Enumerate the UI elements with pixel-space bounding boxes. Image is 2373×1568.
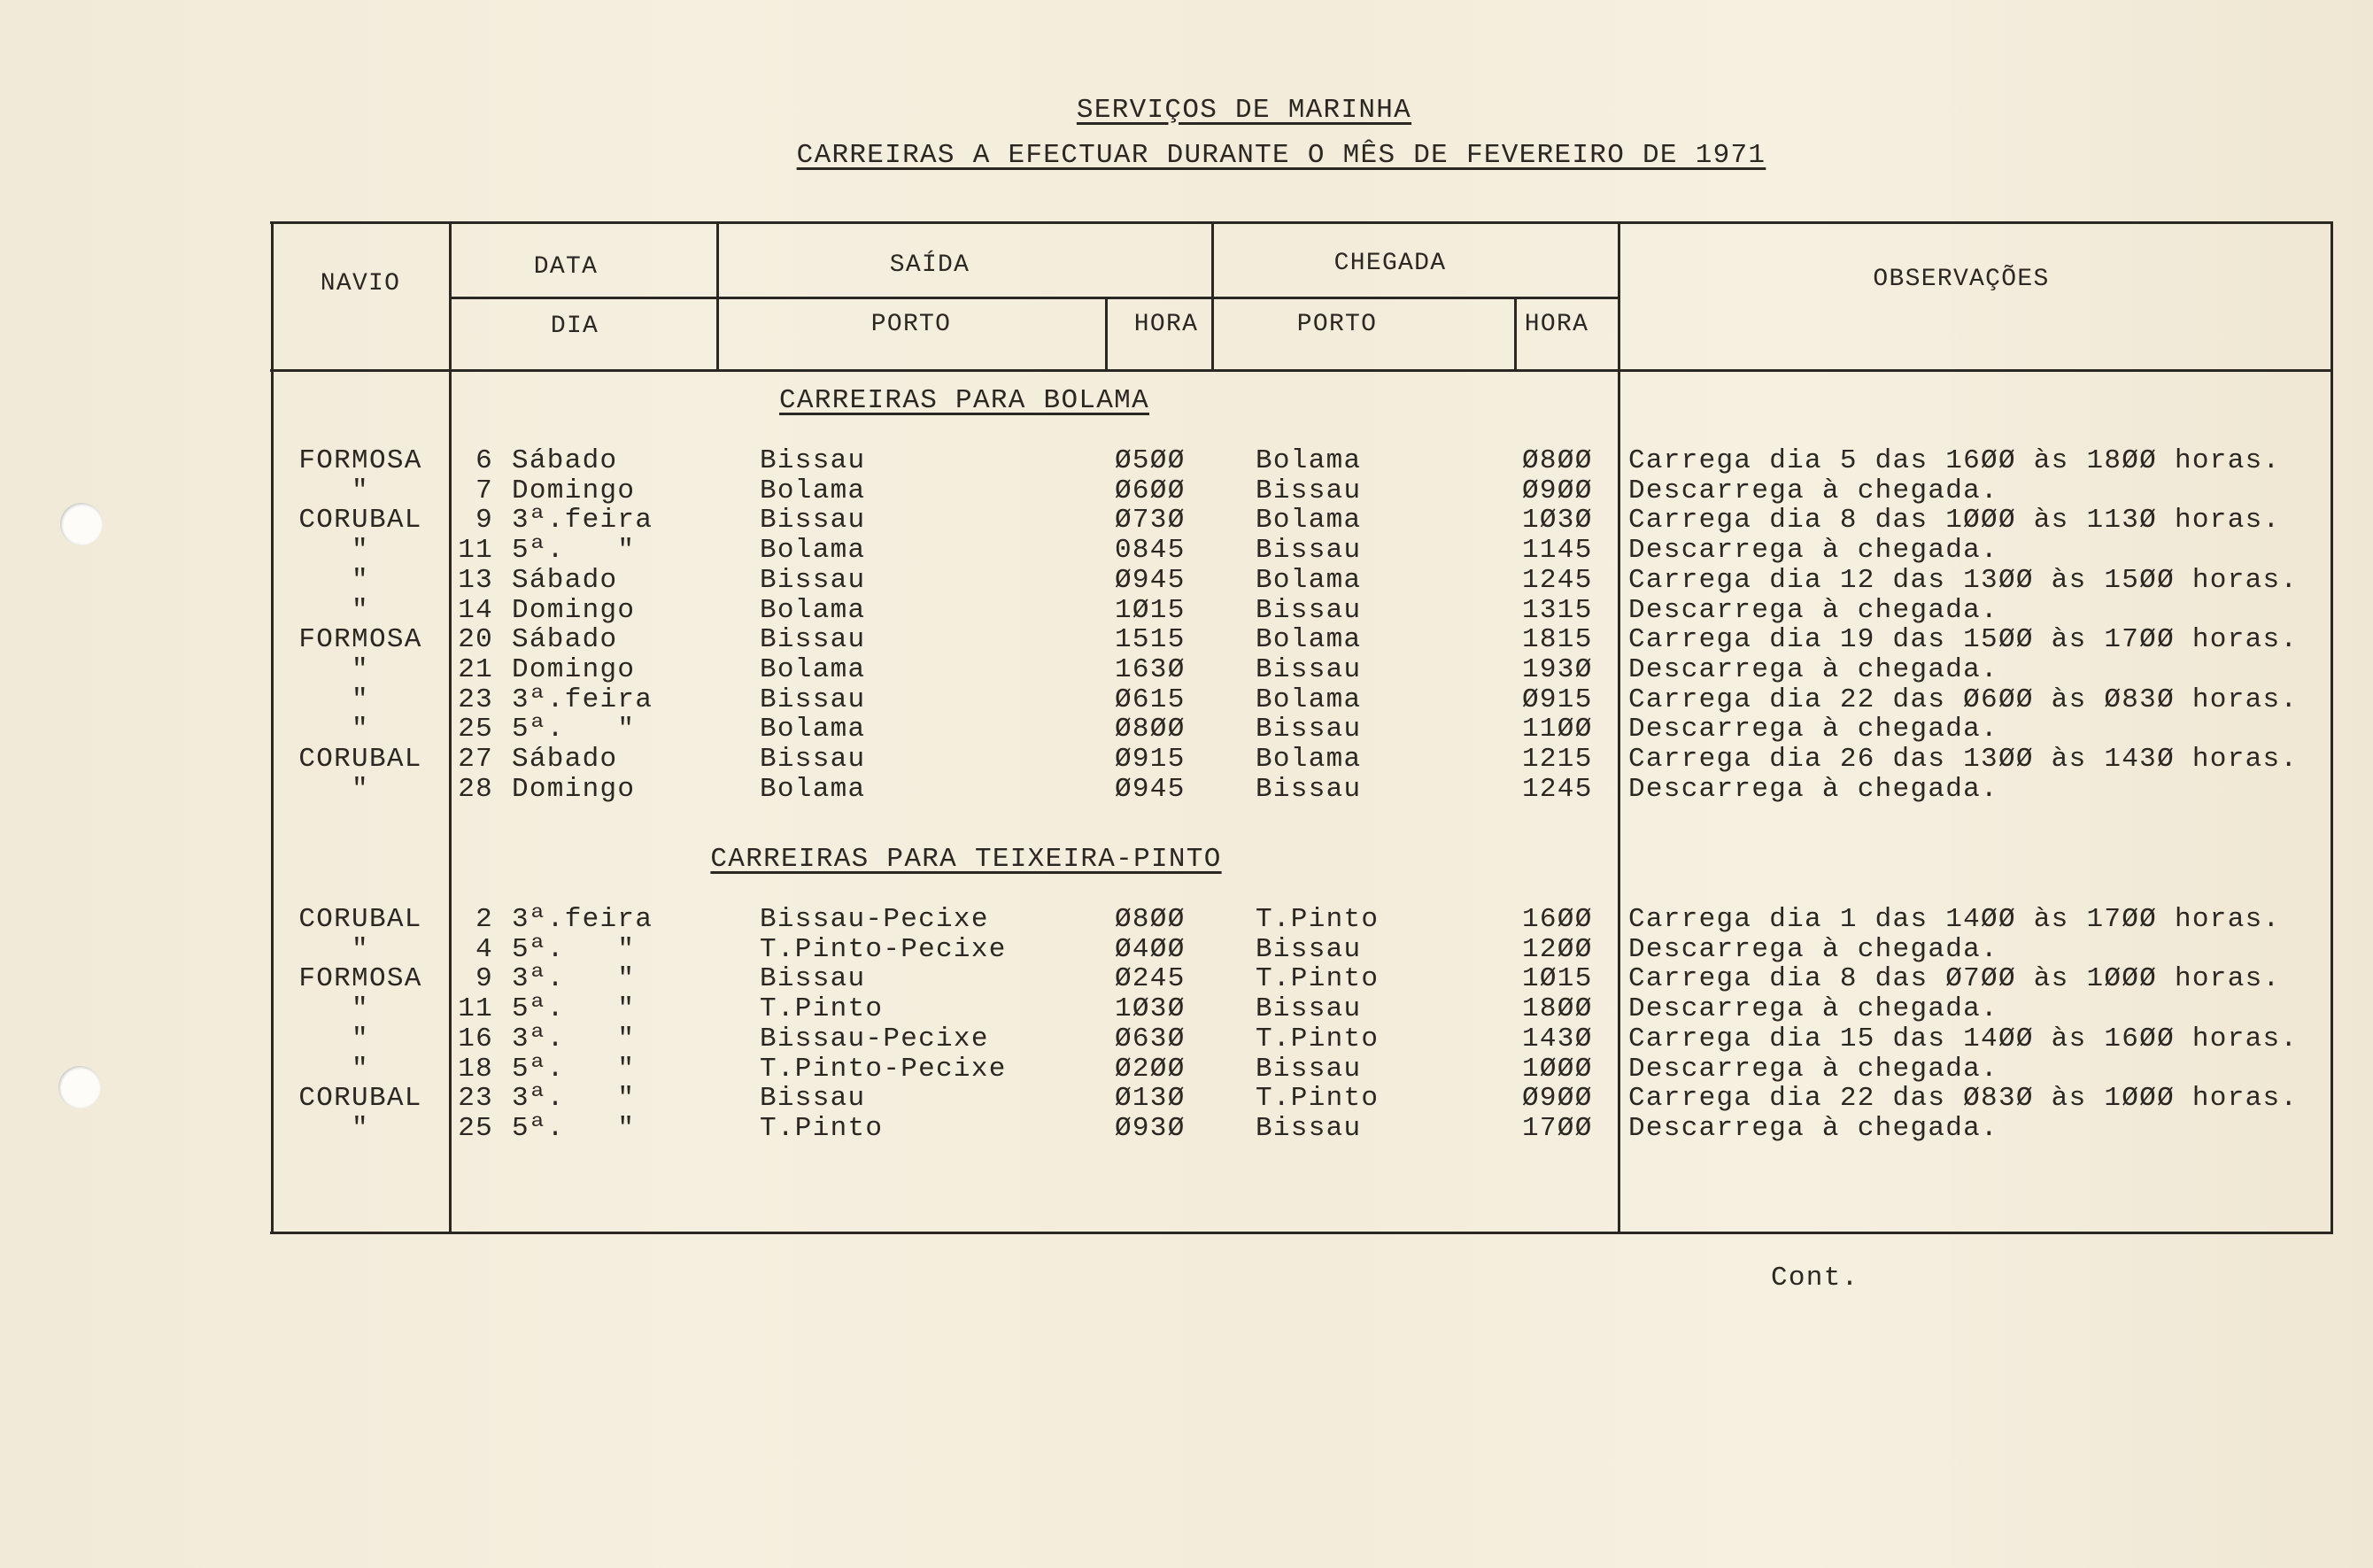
arrival-time: 193Ø [1522, 653, 1593, 685]
day-number: 7 [475, 475, 493, 506]
ship-name: " [352, 653, 369, 685]
header-navio: NAVIO [320, 270, 401, 297]
ship-name: " [352, 933, 369, 965]
departure-time: Ø2ØØ [1115, 1053, 1186, 1085]
departure-time: Ø4ØØ [1115, 933, 1186, 965]
day-number: 16 [458, 1023, 493, 1054]
header-chegada: CHEGADA [1333, 250, 1447, 277]
day-number: 2 [475, 904, 493, 935]
arrival-time: 143Ø [1522, 1023, 1593, 1054]
section-title-teixeira-pinto: CARREIRAS PARA TEIXEIRA-PINTO [710, 844, 1222, 875]
day-number: 28 [458, 773, 493, 805]
arrival-port: Bissau [1256, 773, 1362, 805]
departure-port: Bolama [760, 594, 866, 626]
arrival-port: Bolama [1256, 505, 1362, 537]
departure-time: Ø73Ø [1115, 505, 1186, 537]
header-divider [450, 297, 1619, 299]
observation: Carrega dia 1 das 14ØØ às 17ØØ horas. [1628, 904, 2281, 935]
weekday: 5ª. " [512, 1053, 636, 1085]
col-divider-obs [1618, 221, 1620, 1234]
arrival-time: 18ØØ [1522, 993, 1593, 1025]
header-bottom-border [270, 369, 2333, 372]
day-number: 11 [458, 993, 493, 1025]
weekday: Sábado [512, 744, 618, 775]
day-number: 9 [475, 505, 493, 537]
ship-name: " [352, 1112, 369, 1144]
arrival-port: Bissau [1256, 1053, 1362, 1085]
arrival-time: Ø915 [1522, 684, 1593, 715]
departure-port: Bissau [760, 505, 866, 537]
ship-name: CORUBAL [298, 505, 422, 537]
arrival-port: Bissau [1256, 594, 1362, 626]
arrival-time: 1815 [1522, 624, 1593, 656]
col-divider-navio [449, 221, 452, 1234]
observation: Descarrega à chegada. [1628, 1112, 1998, 1144]
day-number: 21 [458, 653, 493, 685]
weekday: 3ª.feira [512, 904, 653, 935]
table-left-border [271, 221, 274, 1234]
departure-time: Ø63Ø [1115, 1023, 1186, 1054]
header-saida: SAÍDA [889, 251, 970, 279]
departure-time: 1Ø15 [1115, 594, 1186, 626]
weekday: 5ª. " [512, 933, 636, 965]
observation: Carrega dia 26 das 13ØØ às 143Ø horas. [1628, 744, 2299, 775]
observation: Descarrega à chegada. [1628, 475, 1998, 506]
arrival-port: Bolama [1256, 624, 1362, 656]
departure-time: Ø6ØØ [1115, 475, 1186, 506]
departure-port: Bolama [760, 773, 866, 805]
arrival-port: Bolama [1256, 445, 1362, 476]
ship-name: FORMOSA [298, 445, 422, 476]
departure-port: Bissau-Pecixe [760, 1023, 989, 1054]
table-top-border [270, 221, 2333, 224]
departure-port: Bissau [760, 624, 866, 656]
document-title: SERVIÇOS DE MARINHA [1076, 95, 1412, 126]
weekday: Sábado [512, 445, 618, 476]
departure-time: Ø5ØØ [1115, 445, 1186, 476]
ship-name: CORUBAL [298, 904, 422, 935]
departure-time: Ø8ØØ [1115, 904, 1186, 935]
arrival-time: 1245 [1522, 773, 1593, 805]
continued-note: Cont. [1771, 1263, 1859, 1294]
arrival-port: Bissau [1256, 475, 1362, 506]
ship-name: " [352, 475, 369, 506]
ship-name: " [352, 564, 369, 596]
departure-port: Bolama [760, 535, 866, 567]
punch-hole [58, 1066, 101, 1108]
ship-name: CORUBAL [298, 744, 422, 775]
header-observacoes: OBSERVAÇÕES [1873, 266, 2050, 293]
departure-port: Bissau [760, 1083, 866, 1115]
departure-time: Ø915 [1115, 744, 1186, 775]
day-number: 23 [458, 684, 493, 715]
observation: Carrega dia 22 das Ø6ØØ às Ø83Ø horas. [1628, 684, 2299, 715]
day-number: 11 [458, 535, 493, 567]
arrival-port: Bissau [1256, 1112, 1362, 1144]
ship-name: " [352, 594, 369, 626]
departure-time: Ø8ØØ [1115, 714, 1186, 745]
departure-time: 0845 [1115, 535, 1186, 567]
day-number: 18 [458, 1053, 493, 1085]
arrival-port: T.Pinto [1256, 963, 1380, 995]
header-porto-saida: PORTO [870, 311, 952, 338]
observation: Carrega dia 15 das 14ØØ às 16ØØ horas. [1628, 1023, 2299, 1054]
departure-time: 1Ø3Ø [1115, 993, 1186, 1025]
observation: Descarrega à chegada. [1628, 1053, 1998, 1085]
observation: Descarrega à chegada. [1628, 714, 1998, 745]
day-number: 23 [458, 1083, 493, 1115]
departure-time: 163Ø [1115, 653, 1186, 685]
weekday: 3ª. " [512, 1023, 636, 1054]
arrival-time: 12ØØ [1522, 933, 1593, 965]
day-number: 20 [458, 624, 493, 656]
day-number: 25 [458, 714, 493, 745]
departure-port: Bissau [760, 445, 866, 476]
col-divider-saida-hora [1105, 297, 1108, 372]
arrival-time: Ø9ØØ [1522, 475, 1593, 506]
weekday: 3ª. " [512, 1083, 636, 1115]
arrival-time: 1ØØØ [1522, 1053, 1593, 1085]
header-porto-chegada: PORTO [1296, 311, 1378, 338]
ship-name: " [352, 714, 369, 745]
observation: Descarrega à chegada. [1628, 773, 1998, 805]
observation: Carrega dia 8 das 1ØØØ às 113Ø horas. [1628, 505, 2281, 537]
ship-name: " [352, 684, 369, 715]
departure-time: Ø93Ø [1115, 1112, 1186, 1144]
arrival-port: Bolama [1256, 744, 1362, 775]
arrival-port: Bolama [1256, 684, 1362, 715]
col-divider-chegada [1211, 221, 1214, 372]
table-right-border [2330, 221, 2333, 1234]
arrival-port: Bolama [1256, 564, 1362, 596]
table-bottom-border [270, 1232, 2333, 1234]
observation: Descarrega à chegada. [1628, 933, 1998, 965]
day-number: 27 [458, 744, 493, 775]
departure-time: Ø945 [1115, 773, 1186, 805]
observation: Carrega dia 5 das 16ØØ às 18ØØ horas. [1628, 445, 2281, 476]
ship-name: " [352, 535, 369, 567]
arrival-time: Ø9ØØ [1522, 1083, 1593, 1115]
departure-port: Bissau [760, 963, 866, 995]
ship-name: " [352, 1023, 369, 1054]
departure-time: 1515 [1115, 624, 1186, 656]
weekday: Sábado [512, 624, 618, 656]
departure-port: Bissau [760, 744, 866, 775]
observation: Descarrega à chegada. [1628, 653, 1998, 685]
observation: Descarrega à chegada. [1628, 594, 1998, 626]
weekday: 3ª.feira [512, 505, 653, 537]
arrival-time: Ø8ØØ [1522, 445, 1593, 476]
departure-port: Bissau-Pecixe [760, 904, 989, 935]
weekday: 5ª. " [512, 535, 636, 567]
ship-name: FORMOSA [298, 963, 422, 995]
ship-name: " [352, 1053, 369, 1085]
arrival-port: Bissau [1256, 653, 1362, 685]
ship-name: CORUBAL [298, 1083, 422, 1115]
departure-time: Ø13Ø [1115, 1083, 1186, 1115]
weekday: Domingo [512, 475, 636, 506]
ship-name: " [352, 993, 369, 1025]
departure-port: T.Pinto [760, 1112, 884, 1144]
arrival-time: 16ØØ [1522, 904, 1593, 935]
day-number: 9 [475, 963, 493, 995]
arrival-port: Bissau [1256, 993, 1362, 1025]
arrival-time: 1245 [1522, 564, 1593, 596]
day-number: 4 [475, 933, 493, 965]
departure-port: Bolama [760, 653, 866, 685]
arrival-time: 1Ø15 [1522, 963, 1593, 995]
departure-port: Bolama [760, 714, 866, 745]
day-number: 14 [458, 594, 493, 626]
section-title-bolama: CARREIRAS PARA BOLAMA [779, 385, 1149, 416]
departure-port: Bolama [760, 475, 866, 506]
arrival-port: T.Pinto [1256, 1083, 1380, 1115]
ship-name: " [352, 773, 369, 805]
day-number: 13 [458, 564, 493, 596]
weekday: Domingo [512, 773, 636, 805]
header-dia: DIA [550, 313, 599, 340]
day-number: 25 [458, 1112, 493, 1144]
weekday: 5ª. " [512, 993, 636, 1025]
departure-time: Ø615 [1115, 684, 1186, 715]
day-number: 6 [475, 445, 493, 476]
arrival-time: 1215 [1522, 744, 1593, 775]
arrival-port: T.Pinto [1256, 904, 1380, 935]
weekday: Domingo [512, 594, 636, 626]
observation: Descarrega à chegada. [1628, 993, 1998, 1025]
weekday: Sábado [512, 564, 618, 596]
observation: Descarrega à chegada. [1628, 535, 1998, 567]
observation: Carrega dia 12 das 13ØØ às 15ØØ horas. [1628, 564, 2299, 596]
header-hora-saida: HORA [1133, 311, 1199, 338]
col-divider-dia [716, 221, 719, 372]
weekday: Domingo [512, 653, 636, 685]
document-subtitle: CARREIRAS A EFECTUAR DURANTE O MÊS DE FEVEREIRO DE 1971 [796, 140, 1766, 171]
arrival-port: Bissau [1256, 714, 1362, 745]
departure-port: T.Pinto [760, 993, 884, 1025]
arrival-port: T.Pinto [1256, 1023, 1380, 1054]
observation: Carrega dia 8 das Ø7ØØ às 1ØØØ horas. [1628, 963, 2281, 995]
ship-name: FORMOSA [298, 624, 422, 656]
arrival-port: Bissau [1256, 535, 1362, 567]
arrival-time: 17ØØ [1522, 1112, 1593, 1144]
observation: Carrega dia 22 das Ø83Ø às 1ØØØ horas. [1628, 1083, 2299, 1115]
header-data: DATA [533, 253, 599, 281]
observation: Carrega dia 19 das 15ØØ às 17ØØ horas. [1628, 624, 2299, 656]
departure-port: Bissau [760, 684, 866, 715]
departure-time: Ø945 [1115, 564, 1186, 596]
arrival-time: 1315 [1522, 594, 1593, 626]
arrival-time: 1Ø3Ø [1522, 505, 1593, 537]
arrival-port: Bissau [1256, 933, 1362, 965]
weekday: 3ª. " [512, 963, 636, 995]
departure-port: Bissau [760, 564, 866, 596]
departure-port: T.Pinto-Pecixe [760, 933, 1007, 965]
arrival-time: 11ØØ [1522, 714, 1593, 745]
departure-time: Ø245 [1115, 963, 1186, 995]
punch-hole [60, 503, 103, 545]
weekday: 3ª.feira [512, 684, 653, 715]
departure-port: T.Pinto-Pecixe [760, 1053, 1007, 1085]
header-hora-chegada: HORA [1524, 311, 1589, 338]
weekday: 5ª. " [512, 1112, 636, 1144]
weekday: 5ª. " [512, 714, 636, 745]
arrival-time: 1145 [1522, 535, 1593, 567]
col-divider-chegada-hora [1514, 297, 1517, 372]
